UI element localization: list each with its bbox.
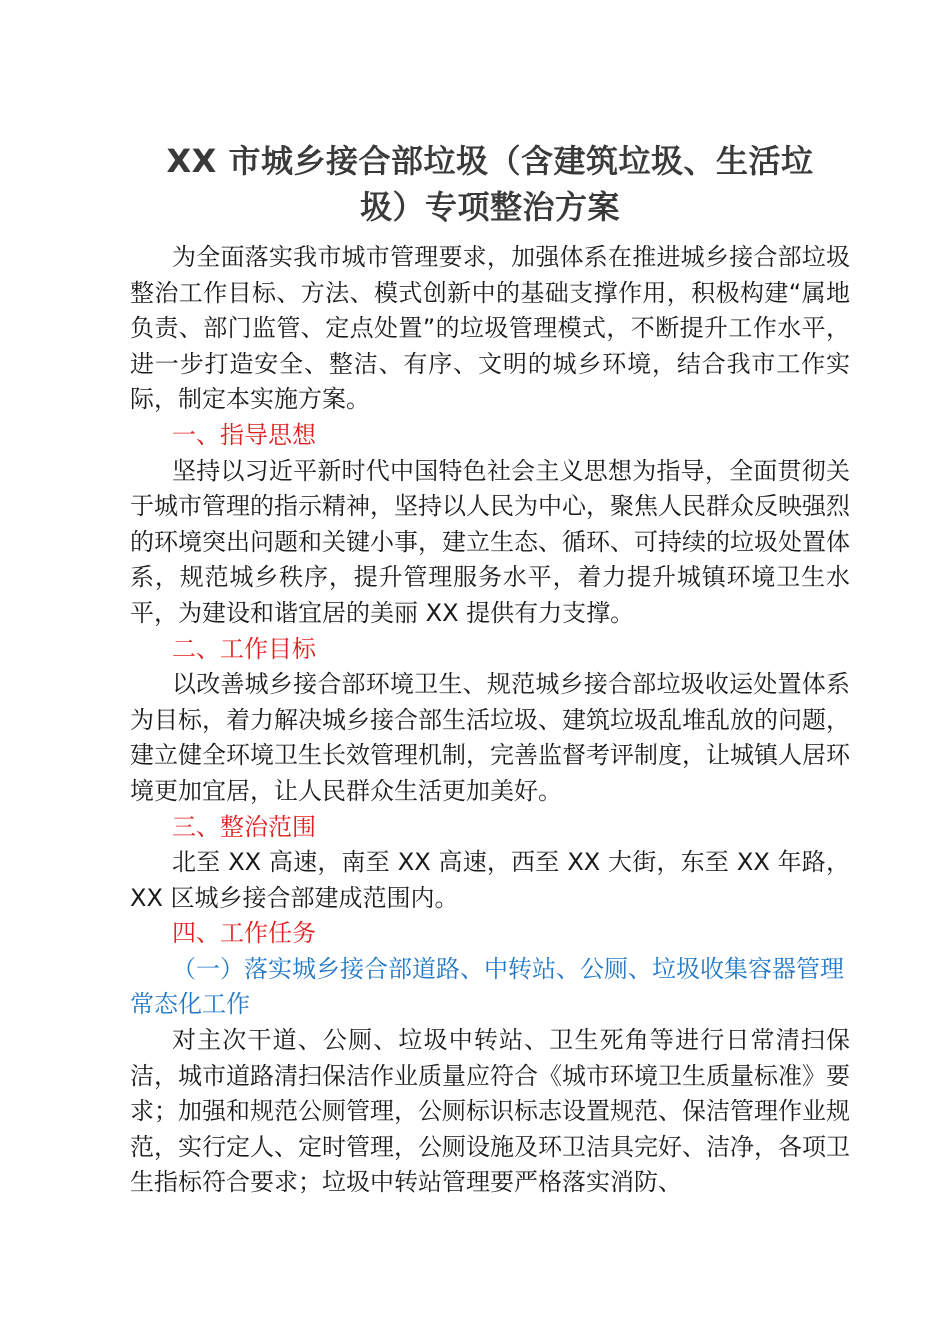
document-title	[130, 138, 850, 230]
subsection-heading-routine-management: （一）落实城乡接合部道路、中转站、公厕、垃圾收集容器管理常态化工作	[130, 954, 844, 1019]
section-paragraph-guiding-ideology: 坚持以习近平新时代中国特色社会主义思想为指导，全面贯彻关于城市管理的指示精神，坚持以人民为中心，聚焦人民群众反映强烈的环境突出问题和关键小事，建立生态、循环、可持续的垃圾处置体系，规范城乡秩序，提升管理服务水平，着力提升城镇环境卫生水平，为建设和谐宜居的美丽 XX 提供有力支撑。	[130, 456, 850, 627]
intro-paragraph: 为全面落实我市城市管理要求，加强体系在推进城乡接合部垃圾整治工作目标、方法、模式创新中的基础支撑作用，积极构建“属地负责、部门监管、定点处置”的垃圾管理模式，不断提升工作水平，进一步打造安全、整洁、有序、文明的城乡环境，结合我市工作实际，制定本实施方案。	[130, 243, 850, 414]
section-paragraph-scope: 北至 XX 高速，南至 XX 高速，西至 XX 大街，东至 XX 年路，XX 区城乡接合部建成范围内。	[130, 848, 850, 912]
document-body	[130, 240, 850, 1201]
section-paragraph-work-tasks: 对主次干道、公厕、垃圾中转站、卫生死角等进行日常清扫保洁，城市道路清扫保洁作业质量应符合《城市环境卫生质量标准》要求；加强和规范公厕管理，公厕标识标志设置规范、保洁管理作业规范，实行定人、定时管理，公厕设施及环卫洁具完好、洁净，各项卫生指标符合要求；垃圾中转站管理要严格落实消防、	[130, 1026, 850, 1197]
section-heading-work-tasks: 四、工作任务	[172, 919, 316, 948]
title-line-2: 圾）专项整治方案	[359, 188, 620, 226]
section-heading-guiding-ideology: 一、指导思想	[172, 420, 316, 449]
section-heading-work-goals: 二、工作目标	[172, 634, 316, 663]
section-heading-scope: 三、整治范围	[172, 812, 316, 841]
document-page	[130, 138, 850, 1201]
section-paragraph-work-goals: 以改善城乡接合部环境卫生、规范城乡接合部垃圾收运处置体系为目标，着力解决城乡接合部生活垃圾、建筑垃圾乱堆乱放的问题，建立健全环境卫生长效管理机制，完善监督考评制度，让城镇人居环境更加宜居，让人民群众生活更加美好。	[130, 670, 850, 805]
title-line-1: XX 市城乡接合部垃圾（含建筑垃圾、生活垃	[166, 142, 814, 180]
